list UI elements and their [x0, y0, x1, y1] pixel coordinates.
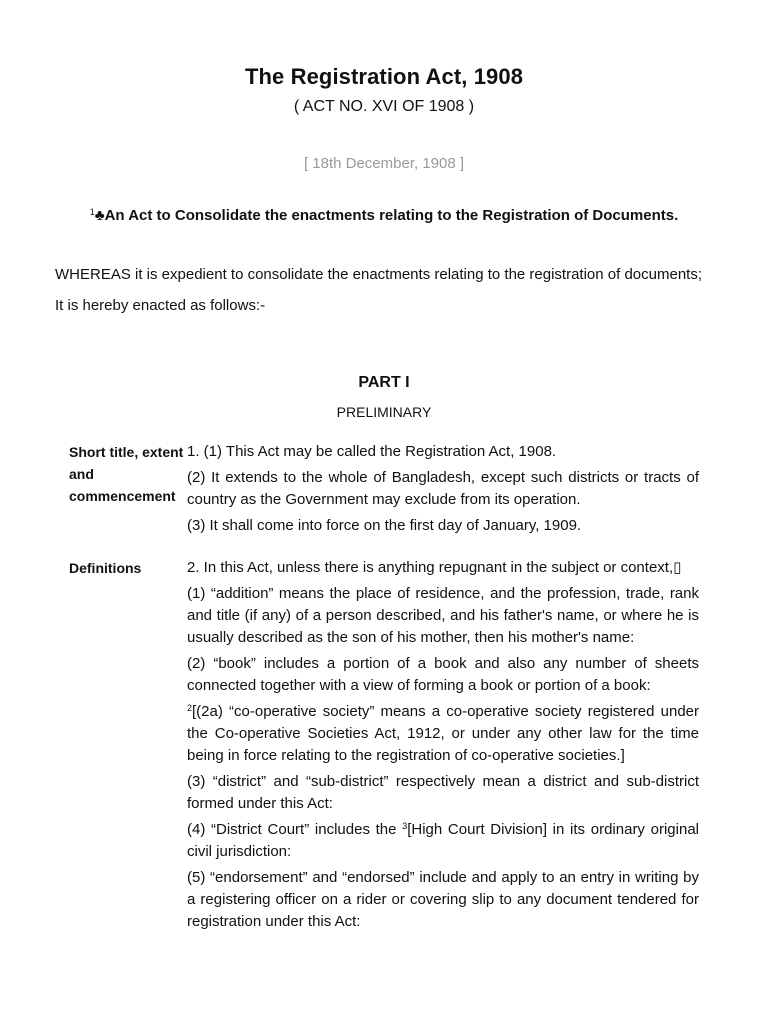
preamble-enacted: It is hereby enacted as follows:-: [55, 297, 266, 314]
marginal-note: Definitions: [69, 560, 142, 576]
act-date: [ 18th December, 1908 ]: [303, 155, 465, 172]
clause: 1. (1) This Act may be called the Registration Act, 1908.: [187, 443, 557, 460]
act-title: The Registration Act, 1908: [244, 64, 524, 89]
preamble: [55, 264, 715, 326]
clause: (1) “addition” means the place of residence, and the profession, trade, rank and title (if any) of a person described, and his father's name, or where he is usually described as the son of his mother, then his mother's name:: [187, 585, 699, 646]
act-number: ( ACT NO. XVI OF 1908 ): [293, 98, 475, 115]
preamble-whereas: WHEREAS it is expedient to consolidate the enactments relating to the registration of documents;: [55, 266, 703, 283]
clause-text: [High Court Division] in its ordinary original civil jurisdiction:: [187, 821, 699, 860]
placeholder-glyph: ▯: [673, 559, 682, 576]
section-intro: 2. In this Act, unless there is anything repugnant in the subject or context,: [187, 559, 674, 576]
clause-text: [(2a) “co-operative society” means a co-operative society registered under the Co-operative Societies Act, 1912, or under any other law for the time being in force relating to the registration of co-operative societies.]: [187, 703, 699, 764]
clause: (3) It shall come into force on the first day of January, 1909.: [187, 517, 582, 534]
footnote-marker: 3: [402, 821, 408, 831]
club-icon: ♣: [94, 207, 105, 224]
footnote-marker: 1: [89, 207, 95, 217]
clause: [187, 819, 699, 863]
footnote-marker: 2: [187, 703, 193, 713]
clause: (5) “endorsement” and “endorsed” include and apply to an entry in writing by a registering officer on a rider or covering slip to any document tendered for registration under this Act:: [187, 869, 699, 930]
clause-text: (4) “District Court” includes the: [187, 821, 403, 838]
section-body: [187, 557, 699, 937]
section-body: [187, 441, 699, 541]
part-subheading: PRELIMINARY: [336, 404, 432, 420]
marginal-note: Short title, extent and commencement: [69, 444, 184, 504]
clause: (3) “district” and “sub-district” respectively mean a district and sub-district formed under this Act:: [187, 773, 699, 812]
clause: [187, 701, 699, 767]
clause: [187, 557, 699, 579]
clause: (2) It extends to the whole of Bangladesh, except such districts or tracts of country as the Government may exclude from its operation.: [187, 469, 699, 508]
clause: (2) “book” includes a portion of a book and also any number of sheets connected together with a view of forming a book or portion of a book:: [187, 655, 699, 694]
long-title: [0, 207, 768, 224]
part-heading: PART I: [358, 374, 410, 391]
long-title-text: An Act to Consolidate the enactments relating to the Registration of Documents.: [104, 207, 679, 224]
